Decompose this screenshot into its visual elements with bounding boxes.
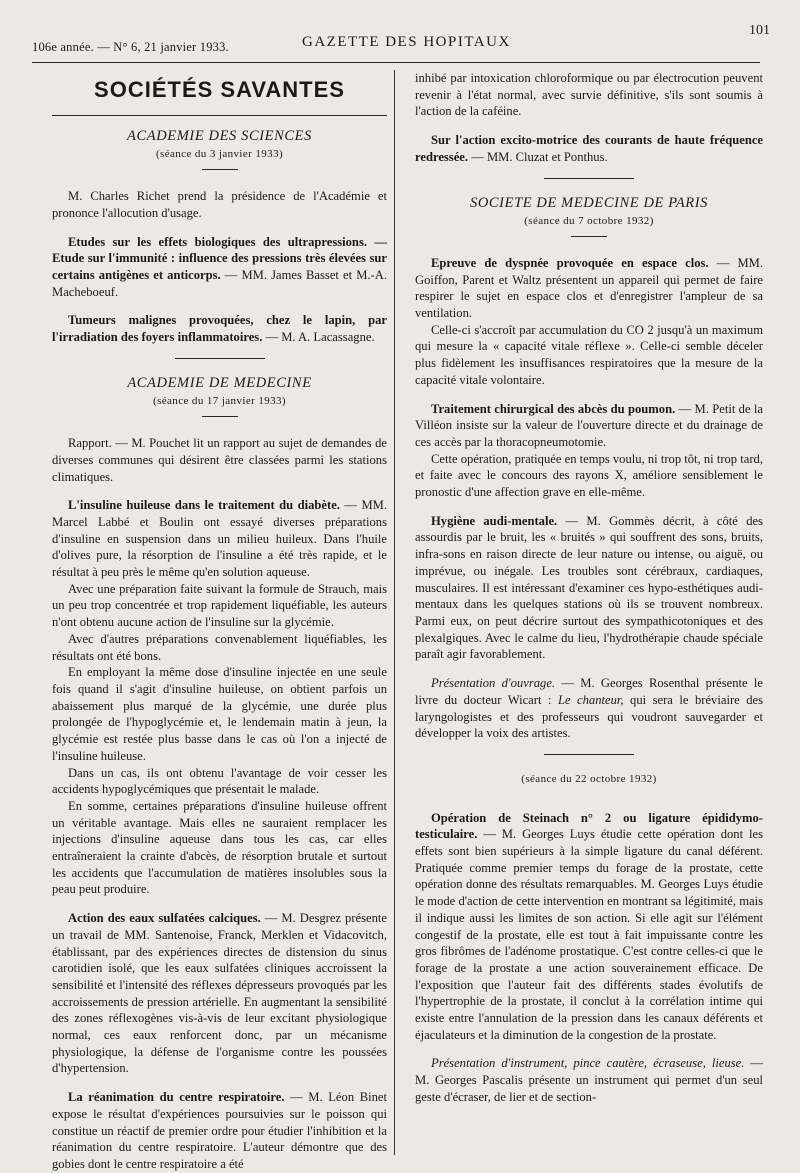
paper-text: — M. Petit de la Villéon insiste sur la valeur de l'ouverture directe et du drainage de ces accès par la thoracopneumotomie. xyxy=(415,401,763,449)
paper-title: Etudes sur les effets biologiques des ultrapressions. — Etude sur l'immunité : influence des pressions très élevées sur certains antigènes et anticorps. xyxy=(52,234,387,282)
paragraph xyxy=(415,1055,763,1105)
paragraph: inhibé par intoxication chloroformique ou par électrocution peuvent revenir à l'état normal, avec survie définitive, s'ils sont soumis à l'action de la caféine. xyxy=(415,71,763,119)
session-date-societe-2: (séance du 22 octobre 1932) xyxy=(521,772,657,785)
issue-info: 106e année. — N° 6, 21 janvier 1933. xyxy=(32,40,229,54)
paragraph xyxy=(52,1089,387,1173)
paragraph xyxy=(52,910,387,1077)
presentation-label: Présentation d'instrument, pince cautère, écraseuse, lieuse. xyxy=(431,1056,745,1071)
paragraph: Cette opération, pratiquée en temps voulu, ni trop tôt, ni trop tard, et faite avec le concours des rayons X, améliore sensiblement le pronostic d'une affection grave en elle-même. xyxy=(415,451,763,500)
section-title-societe: SOCIETE DE MEDECINE DE PARIS xyxy=(469,194,709,211)
paper-text: — M. Gommès décrit, à côté des assourdis par le bruit, les « bruités » qui souffrent des sons, bruits, infra-sons en raison directe de leur nature ou intense, ou aiguë, ou imprévue, ou inégale. Les troubles sont cérébraux, cardiaques, musculaires. Il est intéressant d'examiner ces hypo-esthétiques audi-mentaux dans les quelques stations où ils se trouvent nombreux. Parmi eux, on peut décrire surtout des sympathicotoniques et des plexalgiques. Avec le calme du lieu, l'hydrothérapie chaude spéciale paraît agir favorablement. xyxy=(415,513,764,662)
session-date-societe: (séance du 7 octobre 1932) xyxy=(524,215,654,228)
paper-authors: — M. A. Lacassagne. xyxy=(262,330,375,345)
journal-title: GAZETTE DES HOPITAUX xyxy=(302,34,511,50)
paper-text: — M. Léon Binet expose le résultat d'expériences poursuivies sur le poisson qui constitue un réactif de premier ordre pour étudier l'inhibition et la réanimation du centre respiratoire. L'auteur démontre que des gobies dont le centre respiratoire a été xyxy=(52,1090,387,1171)
paragraph: Rapport. — M. Pouchet lit un rapport au sujet de demandes de diverses communes qui désirent être classées parmi les stations climatiques. xyxy=(52,436,387,484)
paragraph: M. Charles Richet prend la présidence de l'Académie et prononce l'allocution d'usage. xyxy=(52,189,387,220)
paper-title: Tumeurs malignes provoquées, chez le lapin, par l'irradiation des foyers inflammatoires. xyxy=(52,313,387,345)
paper-text: — MM. Goiffon, Parent et Waltz présentent un appareil qui permet de faire respirer le sujet en espace clos et d'enregistrer l'ampleur de sa ventilation. xyxy=(415,255,763,321)
paragraph xyxy=(415,132,763,165)
paper-text: — M. Georges Rosenthal présente le livre du docteur Wicart : xyxy=(415,676,763,707)
paragraph xyxy=(415,401,763,451)
paper-title: Hygiène audi-mentale. xyxy=(431,513,558,528)
paragraph xyxy=(415,255,763,322)
paragraph xyxy=(415,810,763,1044)
right-column xyxy=(415,70,763,1106)
section-rule xyxy=(571,236,607,237)
paper-title: L'insuline huileuse dans le traitement du diabète. xyxy=(68,498,340,513)
paper-text: qui sera le bréviaire des laryngologistes et des professeurs qui voudront sauvegarder et développer la voix des artistes. xyxy=(415,692,764,741)
section-rule xyxy=(175,358,265,359)
paragraph xyxy=(415,675,763,742)
book-title: Le chanteur, xyxy=(557,692,624,707)
paragraph: Celle-ci s'accroît par accumulation du CO 2 jusqu'à un maximum qui mesure la « capacité vitale réflexe ». Celle-ci semble déceler plus fidèlement les insuffisances respiratoires que la mesure de la capacité vitale volontaire. xyxy=(415,322,763,387)
page-header xyxy=(32,18,770,58)
paragraph: Avec d'autres préparations convenablement liquéfiables, les résultats ont été bons. xyxy=(52,631,387,663)
paragraph: En somme, certaines préparations d'insuline huileuse offrent un véritable avantage. Mais elles ne sauraient remplacer les injections d'insuline aqueuse dans tous les cas, car elles entraîneraient la crainte d'abcès, de résorption brutale et surtout les accidents que l'accumulation de matières insolubles sous la peau peut produire. xyxy=(52,798,387,897)
paper-title: Traitement chirurgical des abcès du poumon. xyxy=(431,401,676,416)
paragraph: En employant la même dose d'insuline injectée en une seule fois quand il s'agit d'insuline huileuse, on obtient parfois un abaissement plus marqué de la glycémie, une durée plus prolongée de l'hypoglycémie et, le lendemain matin à jeun, la glycémie est restée plus basse dans le cas où l'on a injecté de l'insuline huileuse. xyxy=(52,665,387,763)
header-rule xyxy=(32,62,760,63)
section-title-sciences: ACADEMIE DES SCIENCES xyxy=(127,127,312,144)
paper-authors: — MM. Cluzat et Ponthus. xyxy=(468,149,608,164)
paragraph xyxy=(52,234,387,301)
section-rule xyxy=(202,416,238,417)
paragraph xyxy=(52,497,387,581)
section-rule xyxy=(544,178,634,179)
section-rule xyxy=(202,169,238,170)
paper-text: — MM. Marcel Labbé et Boulin ont essayé diverses préparations d'insuline en suspension dans un milieu huileux. Dans l'huile d'olives pure, la résorption de l'insuline a été très rapide, et le résultat à peu près le même qu'en solution aqueuse. xyxy=(52,498,388,580)
paper-text: — M. Georges Pascalis présente un instrument qui permet d'un seul geste d'écraser, de lier et de section- xyxy=(415,1056,763,1104)
paper-title: Action des eaux sulfatées calciques. xyxy=(68,911,261,926)
title-rule xyxy=(52,115,387,116)
paper-authors: — MM. James Basset et M.-A. Macheboeuf. xyxy=(52,267,387,299)
session-date-medecine: (séance du 17 janvier 1933) xyxy=(153,395,286,408)
page-number: 101 xyxy=(749,23,770,38)
paragraph xyxy=(52,312,387,345)
paper-text: — M. Georges Luys étudie cette opération dont les effets sont bien supérieurs à la simple ligature du canal déférent. Pratiquée comme premier temps du forage de la prostate, cette opération donne des résultats remarquables. M. Georges Luys étudie le mode d'action de cette intervention en montrant sa légitimité, mais il indique aussi les limites de son action. Si elle agit sur l'élément congestif de la prostate, elle est tout à fait impuissante contre les gros fibrômes de l'adénome prostatique. C'est contre celles-ci que le forage de la prostate a une action souverainement efficace. De l'exposition que l'auteur fait des différents stades évolutifs de l'hypertrophie de la prostate, il conclut à la corrélation intime qui existe entre l'annulation de la pression dans les canaux déférents et éjaculateurs et la diminution de la congestion de la prostate. xyxy=(415,827,763,1042)
paragraph xyxy=(415,513,763,663)
section-rule xyxy=(544,754,634,755)
main-title: SOCIÉTÉS SAVANTES xyxy=(94,77,345,102)
section-title-medecine: ACADEMIE DE MEDECINE xyxy=(127,374,312,391)
left-column xyxy=(52,70,387,1173)
paper-title: La réanimation du centre respiratoire. xyxy=(68,1090,285,1105)
paragraph: Dans un cas, ils ont obtenu l'avantage de voir cesser les accidents hypoglycémiques que présentait le malade. xyxy=(52,765,387,797)
column-divider xyxy=(394,70,395,1155)
paragraph: Avec une préparation faite suivant la formule de Strauch, mais un peu trop concentrée et trop rapidement liquéfiable, les auteurs n'ont obtenu aucune action de l'insuline sur la glycémie. xyxy=(52,581,387,630)
paper-title: Epreuve de dyspnée provoquée en espace clos. xyxy=(431,255,709,270)
paper-title: Sur l'action excito-motrice des courants de haute fréquence redressée. xyxy=(415,133,763,164)
session-date-sciences: (séance du 3 janvier 1933) xyxy=(155,148,284,161)
presentation-label: Présentation d'ouvrage. xyxy=(431,676,556,691)
paper-title: Opération de Steinach n° 2 ou ligature épididymo-testiculaire. xyxy=(415,810,763,842)
paper-text: — M. Desgrez présente un travail de MM. Santenoise, Franck, Merklen et Vidacovitch, établissant, par des expériences directes de distension du sinus carotidien isolé, que les eaux sulfatées cliniques accroissent la sensibilité et l'intensité des réflexes dépresseurs provoqués par les accroissements de pression artérielle. En augmentant la sensibilité des zones réflexogènes vis-à-vis de leur excitant physiologique normal, ces eaux renforcent donc, par un mécanisme physiologique, la défense de l'organisme contre les poussées d'hypertension. xyxy=(52,911,387,1076)
